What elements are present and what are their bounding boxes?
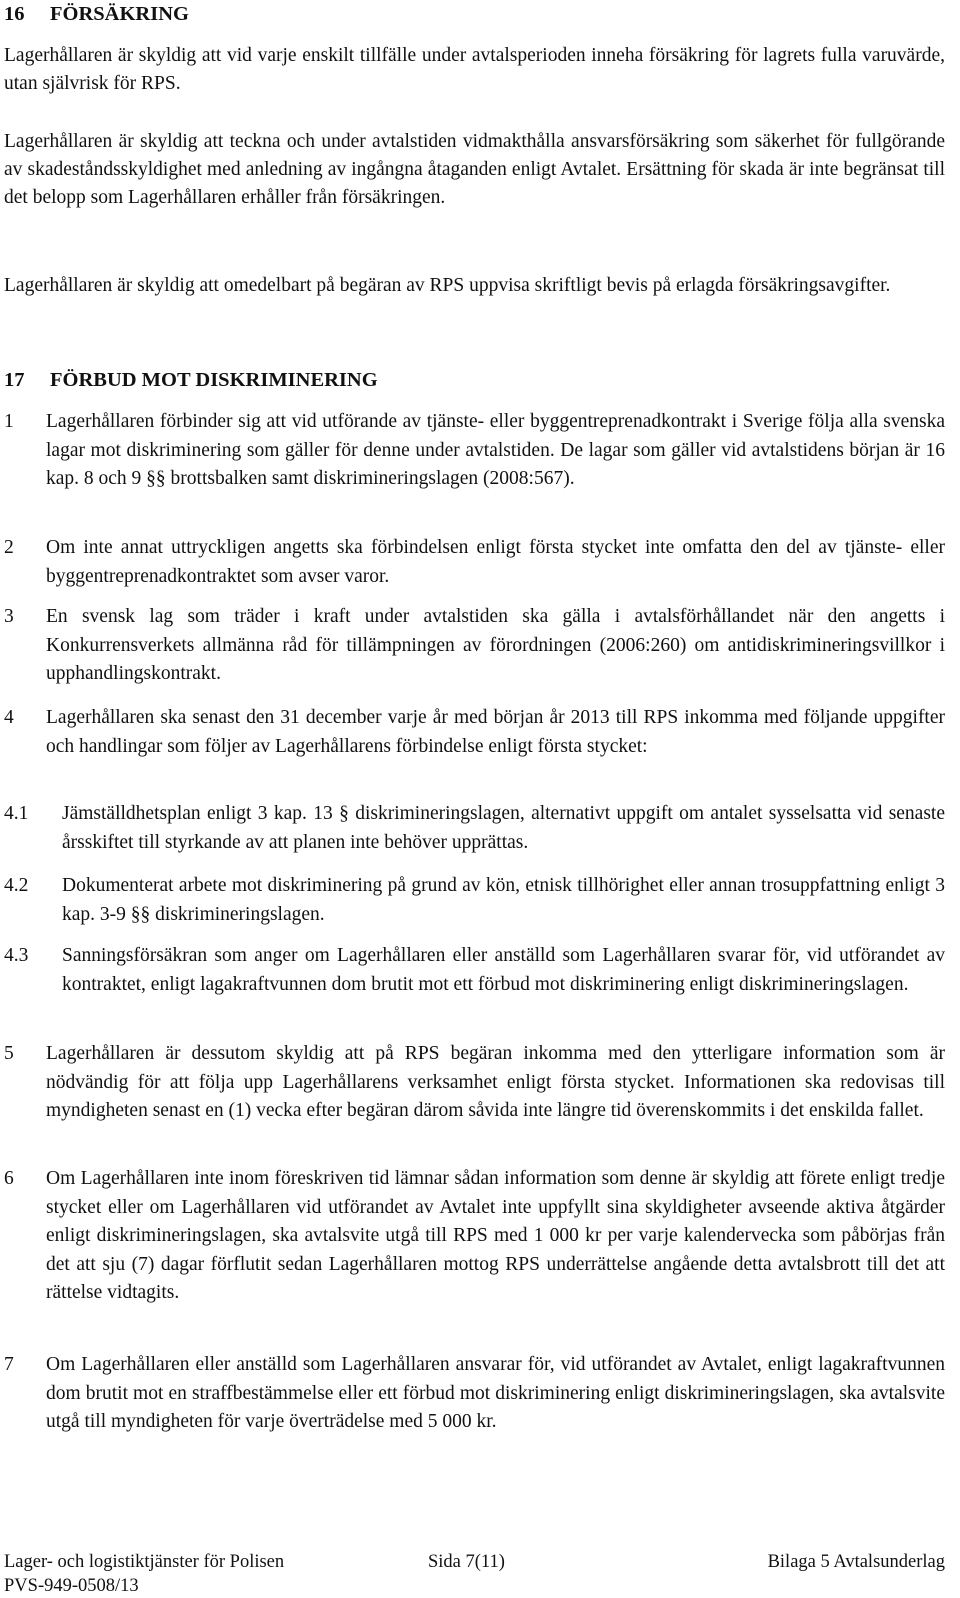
item-text: Sanningsförsäkran som anger om Lagerhållaren eller anställd som Lagerhållaren svarar för, vid utförandet av kontraktet, enligt lagakraftvunnen dom brutit mot ett förbud mot diskriminering enligt diskrimineringslagen. [62, 945, 945, 995]
item-text: En svensk lag som träder i kraft under avtalstiden ska gälla i avtalsförhållandet när den angetts i Konkurrensverkets allmänna råd för tillämpningen av förordningen (2006:260) om antidiskrimineringsvillkor i upphandlingskontrakt. [46, 606, 945, 684]
item-text: Dokumenterat arbete mot diskriminering på grund av kön, etnisk tillhörighet eller annan trosuppfattning enligt 3 kap. 3-9 §§ diskrimineringslagen. [62, 875, 945, 925]
list-item [4, 1040, 945, 1126]
footer-document-title: Lager- och logistiktjänster för Polisen [4, 1552, 285, 1572]
item-number: 4.2 [4, 875, 29, 896]
section-title: FÖRBUD MOT DISKRIMINERING [50, 369, 378, 391]
list-item [4, 942, 945, 999]
item-text: Jämställdhetsplan enligt 3 kap. 13 § diskrimineringslagen, alternativt uppgift om antalet sysselsatta vid senaste årsskiftet till styrkande av att planen inte behöver upprättas. [62, 803, 945, 853]
list-item [4, 603, 945, 689]
item-number: 5 [4, 1043, 14, 1064]
item-text: Lagerhållaren är dessutom skyldig att på RPS begäran inkomma med den ytterligare information som är nödvändig för att följa upp Lagerhållarens verksamhet enligt första stycket. Informationen ska redovisas till myndigheten senast en (1) vecka efter begäran därom såvida inte längre tid överenskommits i det enskilda fallet. [46, 1043, 945, 1121]
list-item [4, 872, 945, 929]
item-number: 4.1 [4, 803, 29, 824]
item-number: 3 [4, 606, 14, 627]
item-text: Om Lagerhållaren inte inom föreskriven tid lämnar sådan information som denne är skyldig att förete enligt tredje stycket eller om Lagerhållaren vid utförandet av Avtalet inte uppfyllt sina skyldigheter avseende aktiva åtgärder enligt diskrimineringslagen, ska avtalsvite utgå till RPS med 1 000 kr per varje kalendervecka som påbörjas från det att sju (7) dagar förflutit sedan Lagerhållaren mottog RPS underrättelse angående detta avtalsbrott till det att rättelse vidtagits. [46, 1168, 945, 1303]
item-number: 7 [4, 1354, 14, 1375]
footer-reference-number: PVS-949-0508/13 [4, 1576, 139, 1596]
item-text: Om inte annat uttryckligen angetts ska förbindelsen enligt första stycket inte omfatta den del av tjänste- eller byggentreprenadkontraktet som avser varor. [46, 537, 945, 587]
section-16-heading [4, 0, 189, 28]
footer-appendix-label: Bilaga 5 Avtalsunderlag [767, 1552, 945, 1572]
list-item [4, 704, 945, 761]
list-item [4, 800, 945, 857]
item-number: 1 [4, 411, 14, 432]
paragraph: Lagerhållaren är skyldig att teckna och under avtalstiden vidmakthålla ansvarsförsäkring som säkerhet för fullgörande av skadeståndsskyldighet med anledning av ingångna åtaganden enligt Avtalet. Ersättning för skada är inte begränsat till det belopp som Lagerhållaren erhåller från försäkringen. [4, 131, 945, 208]
section-number: 16 [4, 3, 25, 25]
section-17-heading [4, 366, 378, 394]
item-number: 4.3 [4, 945, 29, 966]
paragraph: Lagerhållaren är skyldig att vid varje enskilt tillfälle under avtalsperioden inneha försäkring för lagrets fulla varuvärde, utan självrisk för RPS. [4, 45, 945, 94]
footer-page-number: Sida 7(11) [428, 1552, 505, 1572]
section-number: 17 [4, 369, 25, 391]
list-item [4, 408, 945, 494]
item-number: 2 [4, 537, 14, 558]
item-text: Om Lagerhållaren eller anställd som Lagerhållaren ansvarar för, vid utförandet av Avtalet, enligt lagakraftvunnen dom brutit mot en straffbestämmelse eller ett förbud mot diskriminering enligt diskrimineringslagen, ska avtalsvite utgå till myndigheten för varje överträdelse med 5 000 kr. [46, 1354, 945, 1432]
item-text: Lagerhållaren förbinder sig att vid utförande av tjänste- eller byggentreprenadkontrakt i Sverige följa alla svenska lagar mot diskriminering som gäller för denne under avtalstiden. De lagar som gäller vid avtalstidens början är 16 kap. 8 och 9 §§ brottsbalken samt diskrimineringslagen (2008:567). [46, 411, 945, 489]
item-text: Lagerhållaren ska senast den 31 december varje år med början år 2013 till RPS inkomma med följande uppgifter och handlingar som följer av Lagerhållarens förbindelse enligt första stycket: [46, 707, 945, 757]
list-item [4, 534, 945, 591]
item-number: 4 [4, 707, 14, 728]
item-number: 6 [4, 1168, 14, 1189]
list-item [4, 1165, 945, 1308]
section-title: FÖRSÄKRING [50, 3, 189, 25]
paragraph: Lagerhållaren är skyldig att omedelbart på begäran av RPS uppvisa skriftligt bevis på erlagda försäkringsavgifter. [4, 275, 891, 296]
list-item [4, 1351, 945, 1437]
